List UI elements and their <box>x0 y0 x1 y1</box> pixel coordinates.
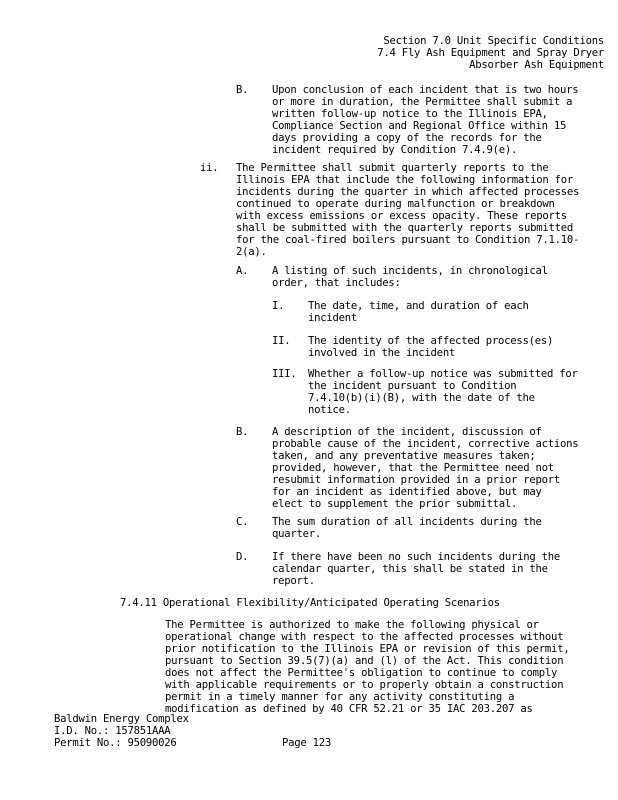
text-line: for the coal-fired boilers pursuant to Condition 7.1.10- <box>236 234 580 246</box>
text-line: The sum duration of all incidents during the <box>272 516 542 528</box>
text-line: 2(a). <box>236 246 267 258</box>
paragraph-incident-description <box>272 426 578 510</box>
item-marker-b: B. <box>236 84 249 96</box>
text-line: order, that includes: <box>272 277 401 289</box>
text-line: prior notification to the Illinois EPA or revision of this permit, <box>165 643 570 655</box>
paragraph-sum-duration <box>272 516 542 540</box>
header-section-title: Section 7.0 Unit Specific Conditions <box>383 35 604 47</box>
text-line: provided, however, that the Permittee need not <box>272 462 554 474</box>
text-line: taken, and any preventative measures taken; <box>272 450 536 462</box>
text-line: resubmit information provided in a prior report <box>272 474 561 486</box>
text-line: shall be submitted with the quarterly reports submitted <box>236 222 574 234</box>
text-line: Compliance Section and Regional Office within 15 <box>272 120 567 132</box>
text-line: The Permittee shall submit quarterly reports to the <box>236 162 549 174</box>
footer-permit-number: Permit No.: 95090026 <box>54 737 177 749</box>
item-marker-a-ii: II. <box>272 335 291 347</box>
text-line: incident required by Condition 7.4.9(e). <box>272 144 518 156</box>
text-line: quarter. <box>272 528 322 540</box>
text-line: The Permittee is authorized to make the following physical or <box>165 619 539 631</box>
text-line: the incident pursuant to Condition <box>308 380 517 392</box>
paragraph-operational-flexibility <box>165 619 569 715</box>
header-subsection-title: 7.4 Fly Ash Equipment and Spray Dryer <box>377 47 604 59</box>
text-line: involved in the incident <box>308 347 456 359</box>
text-line: with applicable requirements or to properly obtain a construction <box>165 679 564 691</box>
text-line: incident <box>308 312 358 324</box>
header-subsection-title-cont: Absorber Ash Equipment <box>469 59 604 71</box>
text-line: modification as defined by 40 CFR 52.21 or 35 IAC 203.207 as <box>165 703 533 715</box>
item-marker-ii: ii. <box>200 162 219 174</box>
text-line: pursuant to Section 39.5(7)(a) and (l) of the Act. This condition <box>165 655 564 667</box>
paragraph-incident-listing <box>272 265 548 289</box>
text-line: 7.4.10(b)(i)(B), with the date of the <box>308 392 535 404</box>
text-line: The date, time, and duration of each <box>308 300 529 312</box>
text-line: incidents during the quarter in which affected processes <box>236 186 580 198</box>
item-marker-a: A. <box>236 265 249 277</box>
text-line: The identity of the affected process(es) <box>308 335 554 347</box>
text-line: with excess emissions or excess opacity. These reports <box>236 210 567 222</box>
item-marker-b2: B. <box>236 426 249 438</box>
text-line: notice. <box>308 404 351 416</box>
page-header <box>377 35 604 71</box>
page-number: Page 123 <box>282 737 332 749</box>
text-line: Illinois EPA that include the following information for <box>236 174 574 186</box>
page-footer <box>54 713 189 749</box>
text-line: permit in a timely manner for any activity constituting a <box>165 691 515 703</box>
item-marker-c: C. <box>236 516 249 528</box>
text-line: Upon conclusion of each incident that is two hours <box>272 84 579 96</box>
footer-facility-name: Baldwin Energy Complex <box>54 713 189 725</box>
text-line: continued to operate during malfunction or breakdown <box>236 198 555 210</box>
paragraph-no-incidents <box>272 551 560 587</box>
footer-id-number: I.D. No.: 157851AAA <box>54 725 171 737</box>
text-line: for an incident as identified above, but may <box>272 486 542 498</box>
paragraph-affected-process <box>308 335 553 359</box>
text-line: does not affect the Permittee's obligation to continue to comply <box>165 667 558 679</box>
item-marker-a-i: I. <box>272 300 285 312</box>
section-heading-operational-flexibility: 7.4.11 Operational Flexibility/Anticipated Operating Scenarios <box>120 597 500 609</box>
text-line: elect to supplement the prior submittal. <box>272 498 518 510</box>
text-line: Whether a follow-up notice was submitted for <box>308 368 578 380</box>
text-line: A listing of such incidents, in chronological <box>272 265 548 277</box>
paragraph-followup-submitted <box>308 368 578 416</box>
text-line: written follow-up notice to the Illinois EPA, <box>272 108 548 120</box>
item-marker-a-iii: III. <box>272 368 297 380</box>
text-line: or more in duration, the Permittee shall submit a <box>272 96 573 108</box>
text-line: operational change with respect to the affected processes without <box>165 631 564 643</box>
text-line: A description of the incident, discussion of <box>272 426 542 438</box>
text-line: probable cause of the incident, corrective actions <box>272 438 579 450</box>
text-line: report. <box>272 575 315 587</box>
paragraph-followup-notice <box>272 84 578 156</box>
text-line: If there have been no such incidents during the <box>272 551 561 563</box>
item-marker-d: D. <box>236 551 249 563</box>
text-line: calendar quarter, this shall be stated in the <box>272 563 548 575</box>
paragraph-incident-date <box>308 300 529 324</box>
text-line: days providing a copy of the records for the <box>272 132 542 144</box>
paragraph-quarterly-reports <box>236 162 579 258</box>
